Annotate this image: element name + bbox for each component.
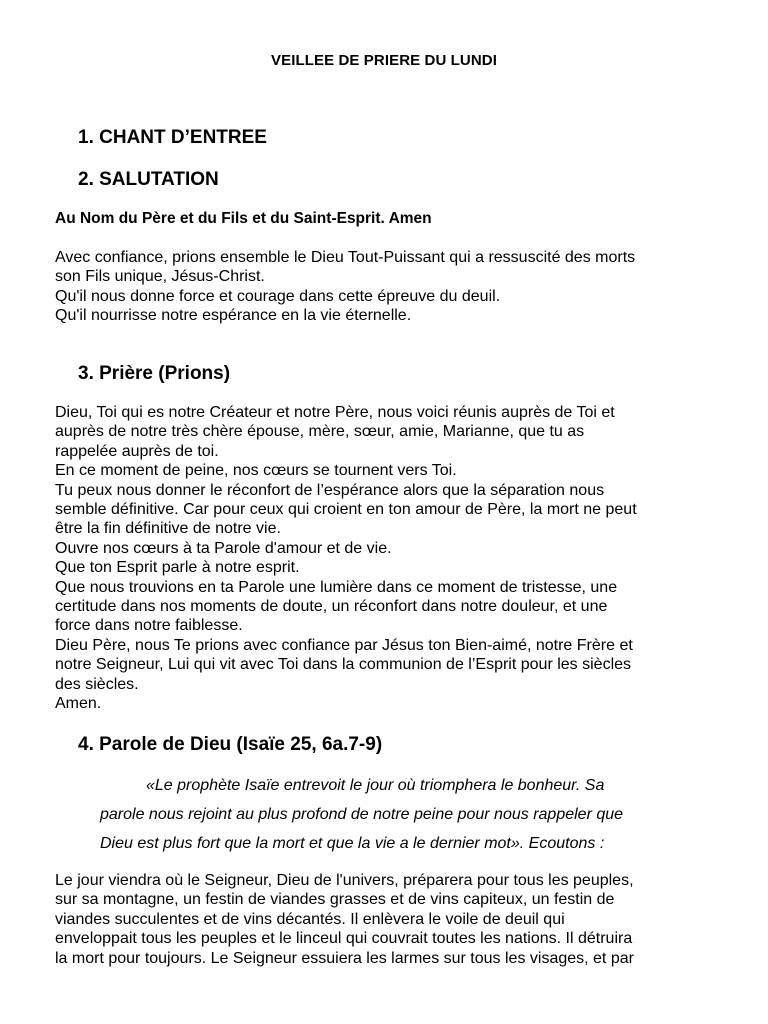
reading-paragraph <box>55 871 720 968</box>
intro-quote <box>100 771 720 858</box>
salutation-invocation: Au Nom du Père et du Fils et du Saint-Esprit. Amen <box>55 210 432 227</box>
quote-line: «Le prophète Isaïe entrevoit le jour où triomphera le bonheur. Sa <box>146 777 605 794</box>
text-line: Qu'il nourrisse notre espérance en la vie éternelle. <box>55 307 412 325</box>
quote-line: Dieu est plus fort que la mort et que la vie a le dernier mot». Ecoutons : <box>100 835 605 852</box>
prayer-paragraph <box>55 403 720 714</box>
text-line: Que ton Esprit parle à notre esprit. <box>55 559 300 577</box>
text-line: Ouvre nos cœurs à ta Parole d'amour et de vie. <box>55 539 392 557</box>
text-line: Que nous trouvions en ta Parole une lumière dans ce moment de tristesse, une <box>55 578 618 596</box>
document-title: VEILLEE DE PRIERE DU LUNDI <box>271 52 497 69</box>
text-line: sur sa montagne, un festin de viandes grasses et de vins capiteux, un festin de <box>55 891 615 909</box>
text-line: Le jour viendra où le Seigneur, Dieu de l'univers, préparera pour tous les peuples, <box>55 872 634 889</box>
text-line: En ce moment de peine, nos cœurs se tournent vers Toi. <box>55 462 457 480</box>
text-line: Dieu, Toi qui es notre Créateur et notre Père, nous voici réunis auprès de Toi et <box>55 404 615 421</box>
text-line: Qu'il nous donne force et courage dans cette épreuve du deuil. <box>55 287 501 305</box>
salutation-paragraph <box>55 248 720 326</box>
text-line: enveloppait tous les peuples et le linceul qui couvrait toutes les nations. Il détruira <box>55 930 633 948</box>
text-line: des siècles. <box>55 675 139 693</box>
text-line: son Fils unique, Jésus-Christ. <box>55 268 265 286</box>
text-line: semble définitive. Car pour ceux qui croient en ton amour de Père, la mort ne peut <box>55 501 637 519</box>
text-line: Amen. <box>55 695 102 713</box>
section-heading-chant: 1. CHANT D’ENTREE <box>78 127 267 148</box>
quote-line: parole nous rejoint au plus profond de notre peine pour nous rappeler que <box>100 806 624 823</box>
section-heading-parole: 4. Parole de Dieu (Isaïe 25, 6a.7-9) <box>78 734 383 755</box>
text-line: force dans notre faiblesse. <box>55 617 243 635</box>
text-line: viandes succulentes et de vins décantés. Il enlèvera le voile de deuil qui <box>55 910 565 928</box>
section-heading-salutation: 2. SALUTATION <box>78 169 219 190</box>
text-line: Dieu Père, nous Te prions avec confiance par Jésus ton Bien-aimé, notre Frère et <box>55 636 633 654</box>
text-line: Avec confiance, prions ensemble le Dieu Tout-Puissant qui a ressuscité des morts <box>55 249 636 266</box>
section-heading-priere: 3. Prière (Prions) <box>78 363 231 384</box>
text-line: Tu peux nous donner le réconfort de l’espérance alors que la séparation nous <box>55 481 605 499</box>
text-line: rappelée auprès de toi. <box>55 442 219 460</box>
text-line: notre Seigneur, Lui qui vit avec Toi dans la communion de l’Esprit pour les siècles <box>55 656 632 674</box>
text-line: auprès de notre très chère épouse, mère, sœur, amie, Marianne, que tu as <box>55 423 585 441</box>
text-line: être la fin définitive de notre vie. <box>55 520 281 538</box>
text-line: la mort pour toujours. Le Seigneur essuiera les larmes sur tous les visages, et par <box>55 949 634 967</box>
text-line: certitude dans nos moments de doute, un réconfort dans notre douleur, et une <box>55 598 608 616</box>
